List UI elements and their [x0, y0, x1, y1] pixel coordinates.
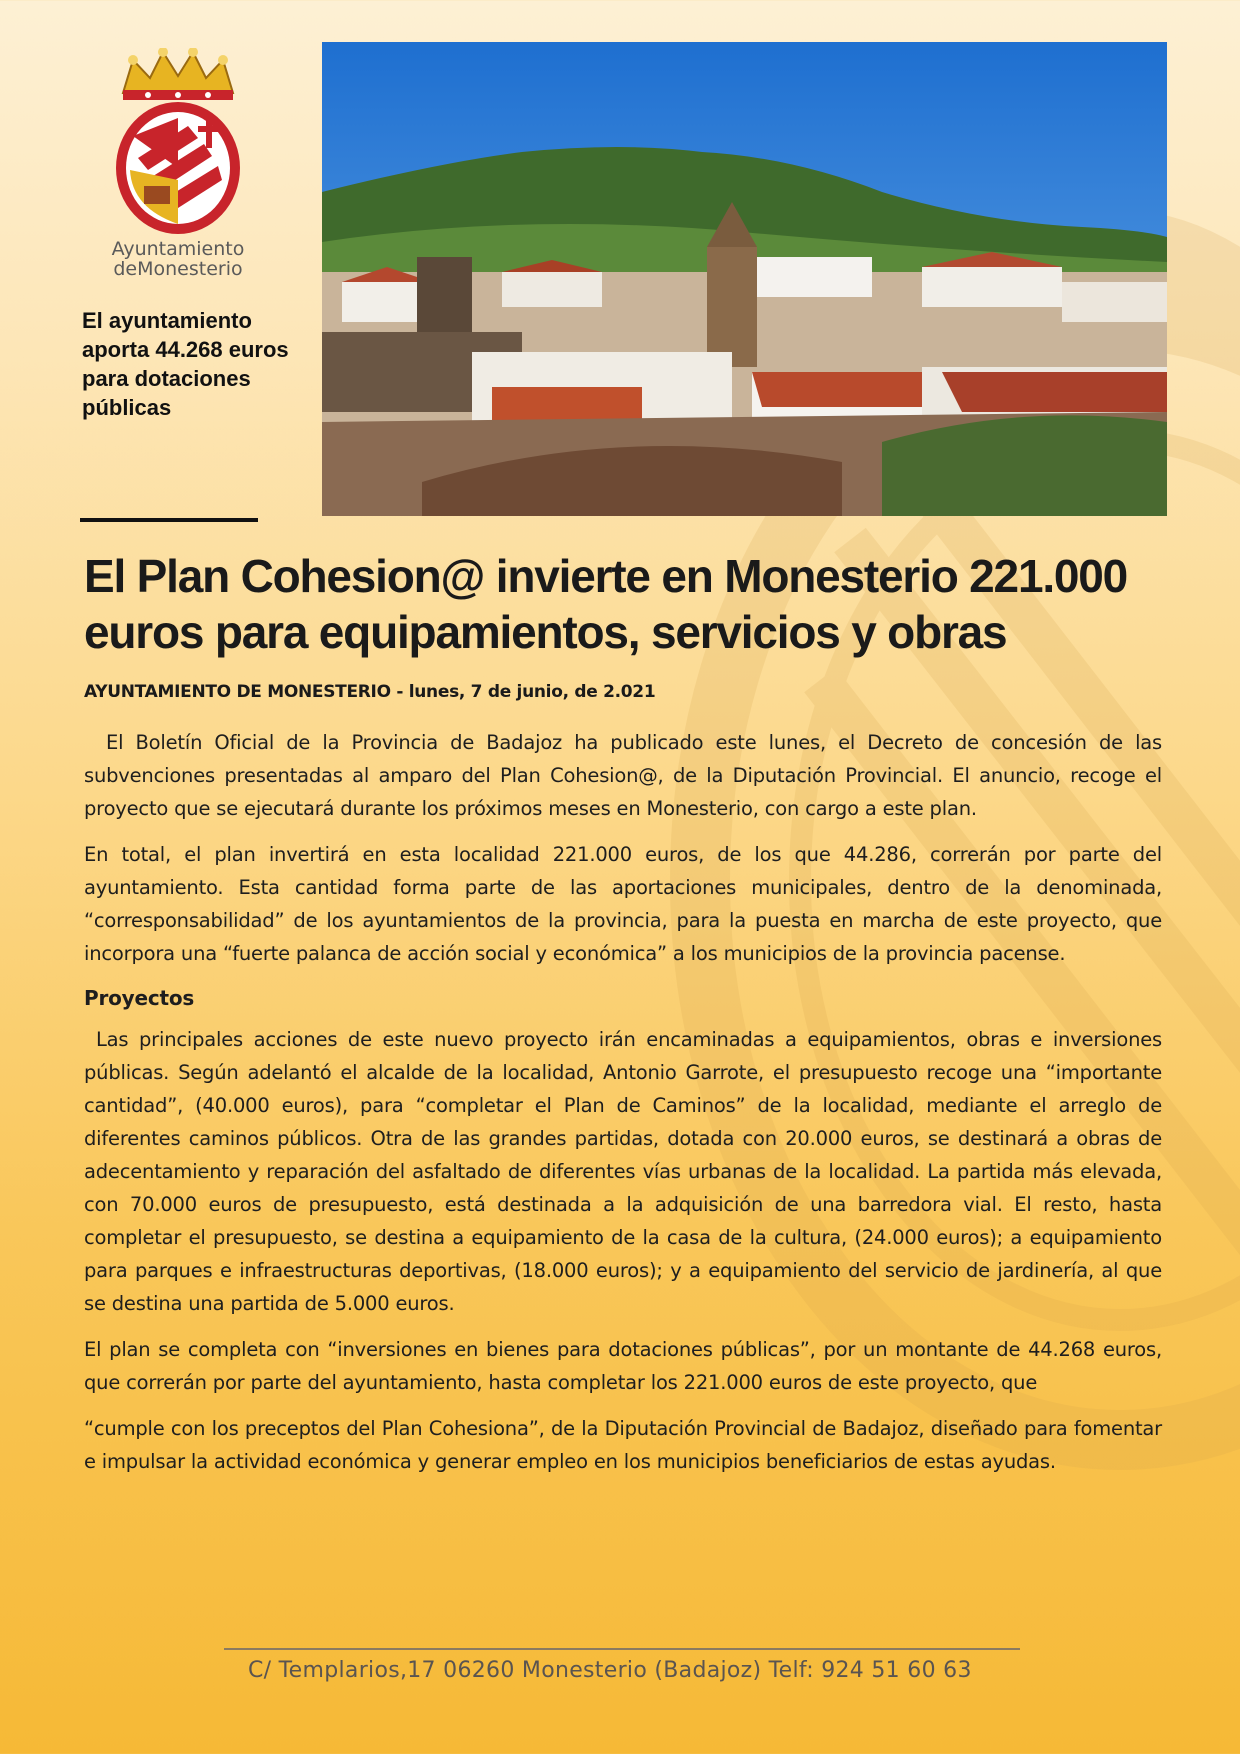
paragraph-2: En total, el plan invertirá en esta localidad 221.000 euros, de los que 44.286, correrán por parte del ayuntamiento. Esta cantidad forma parte de las aportaciones municipales, dentro de la denominada, “corresponsabilidad” de los ayuntamientos de la provincia, para la puesta en marcha de este proyecto, que incorpora una “fuerte palanca de acción social y económica” a los municipios de la provincia pacense. — [84, 843, 1162, 965]
headline: El Plan Cohesion@ invierte en Monesterio 221.000 euros para equipamientos, servicios y obras — [84, 550, 1128, 658]
byline: AYUNTAMIENTO DE MONESTERIO - lunes, 7 de junio, de 2.021 — [84, 682, 656, 702]
paragraph-3: Las principales acciones de este nuevo proyecto irán encaminadas a equipamientos, obras e inversiones públicas. Según adelantó el alcalde de la localidad, Antonio Garrote, el presupuesto recoge una “importante cantidad”, (40.000 euros), para “completar el Plan de Caminos” de la localidad, mediante el arreglo de diferentes caminos públicos. Otra de las grandes partidas, dotada con 20.000 euros, se destinará a obras de adecentamiento y reparación del asfaltado de diferentes vías urbanas de la localidad. La partida más elevada, con 70.000 euros de presupuesto, está destinada a la adquisición de una barredora vial. El resto, hasta completar el presupuesto, se destina a equipamiento de la casa de la cultura, (24.000 euros); a equipamiento para parques e infraestructuras deportivas, (18.000 euros); y a equipamiento del servicio de jardinería, al que se destina una partida de 5.000 euros. — [84, 1028, 1162, 1315]
footer-divider — [224, 1648, 1020, 1650]
crest-icon — [108, 48, 248, 238]
logo-line-2: deMonesterio — [113, 258, 243, 280]
section-heading: Proyectos — [84, 986, 195, 1010]
sidebar-divider — [80, 518, 258, 522]
town-photo — [322, 42, 1167, 516]
sidebar-note: El ayuntamiento aporta 44.268 euros para dotaciones públicas — [82, 308, 289, 420]
paragraph-5: “cumple con los preceptos del Plan Cohesiona”, de la Diputación Provincial de Badajoz, diseñado para fomentar e impulsar la actividad económica y generar empleo en los municipios beneficiarios de estas ayudas. — [84, 1417, 1162, 1473]
paragraph-1: El Boletín Oficial de la Provincia de Badajoz ha publicado este lunes, el Decreto de concesión de las subvenciones presentadas al amparo del Plan Cohesion@, de la Diputación Provincial. El anuncio, recoge el proyecto que se ejecutará durante los próximos meses en Monesterio, con cargo a este plan. — [84, 731, 1162, 820]
footer-address: C/ Templarios,17 06260 Monesterio (Badajoz) Telf: 924 51 60 63 — [248, 1658, 972, 1683]
logo-text — [103, 238, 253, 280]
article-body — [84, 726, 1162, 1491]
logo-line-1: Ayuntamiento — [111, 238, 245, 260]
paragraph-4: El plan se completa con “inversiones en bienes para dotaciones públicas”, por un montante de 44.268 euros, que correrán por parte del ayuntamiento, hasta completar los 221.000 euros de este proyecto, que — [84, 1338, 1162, 1394]
